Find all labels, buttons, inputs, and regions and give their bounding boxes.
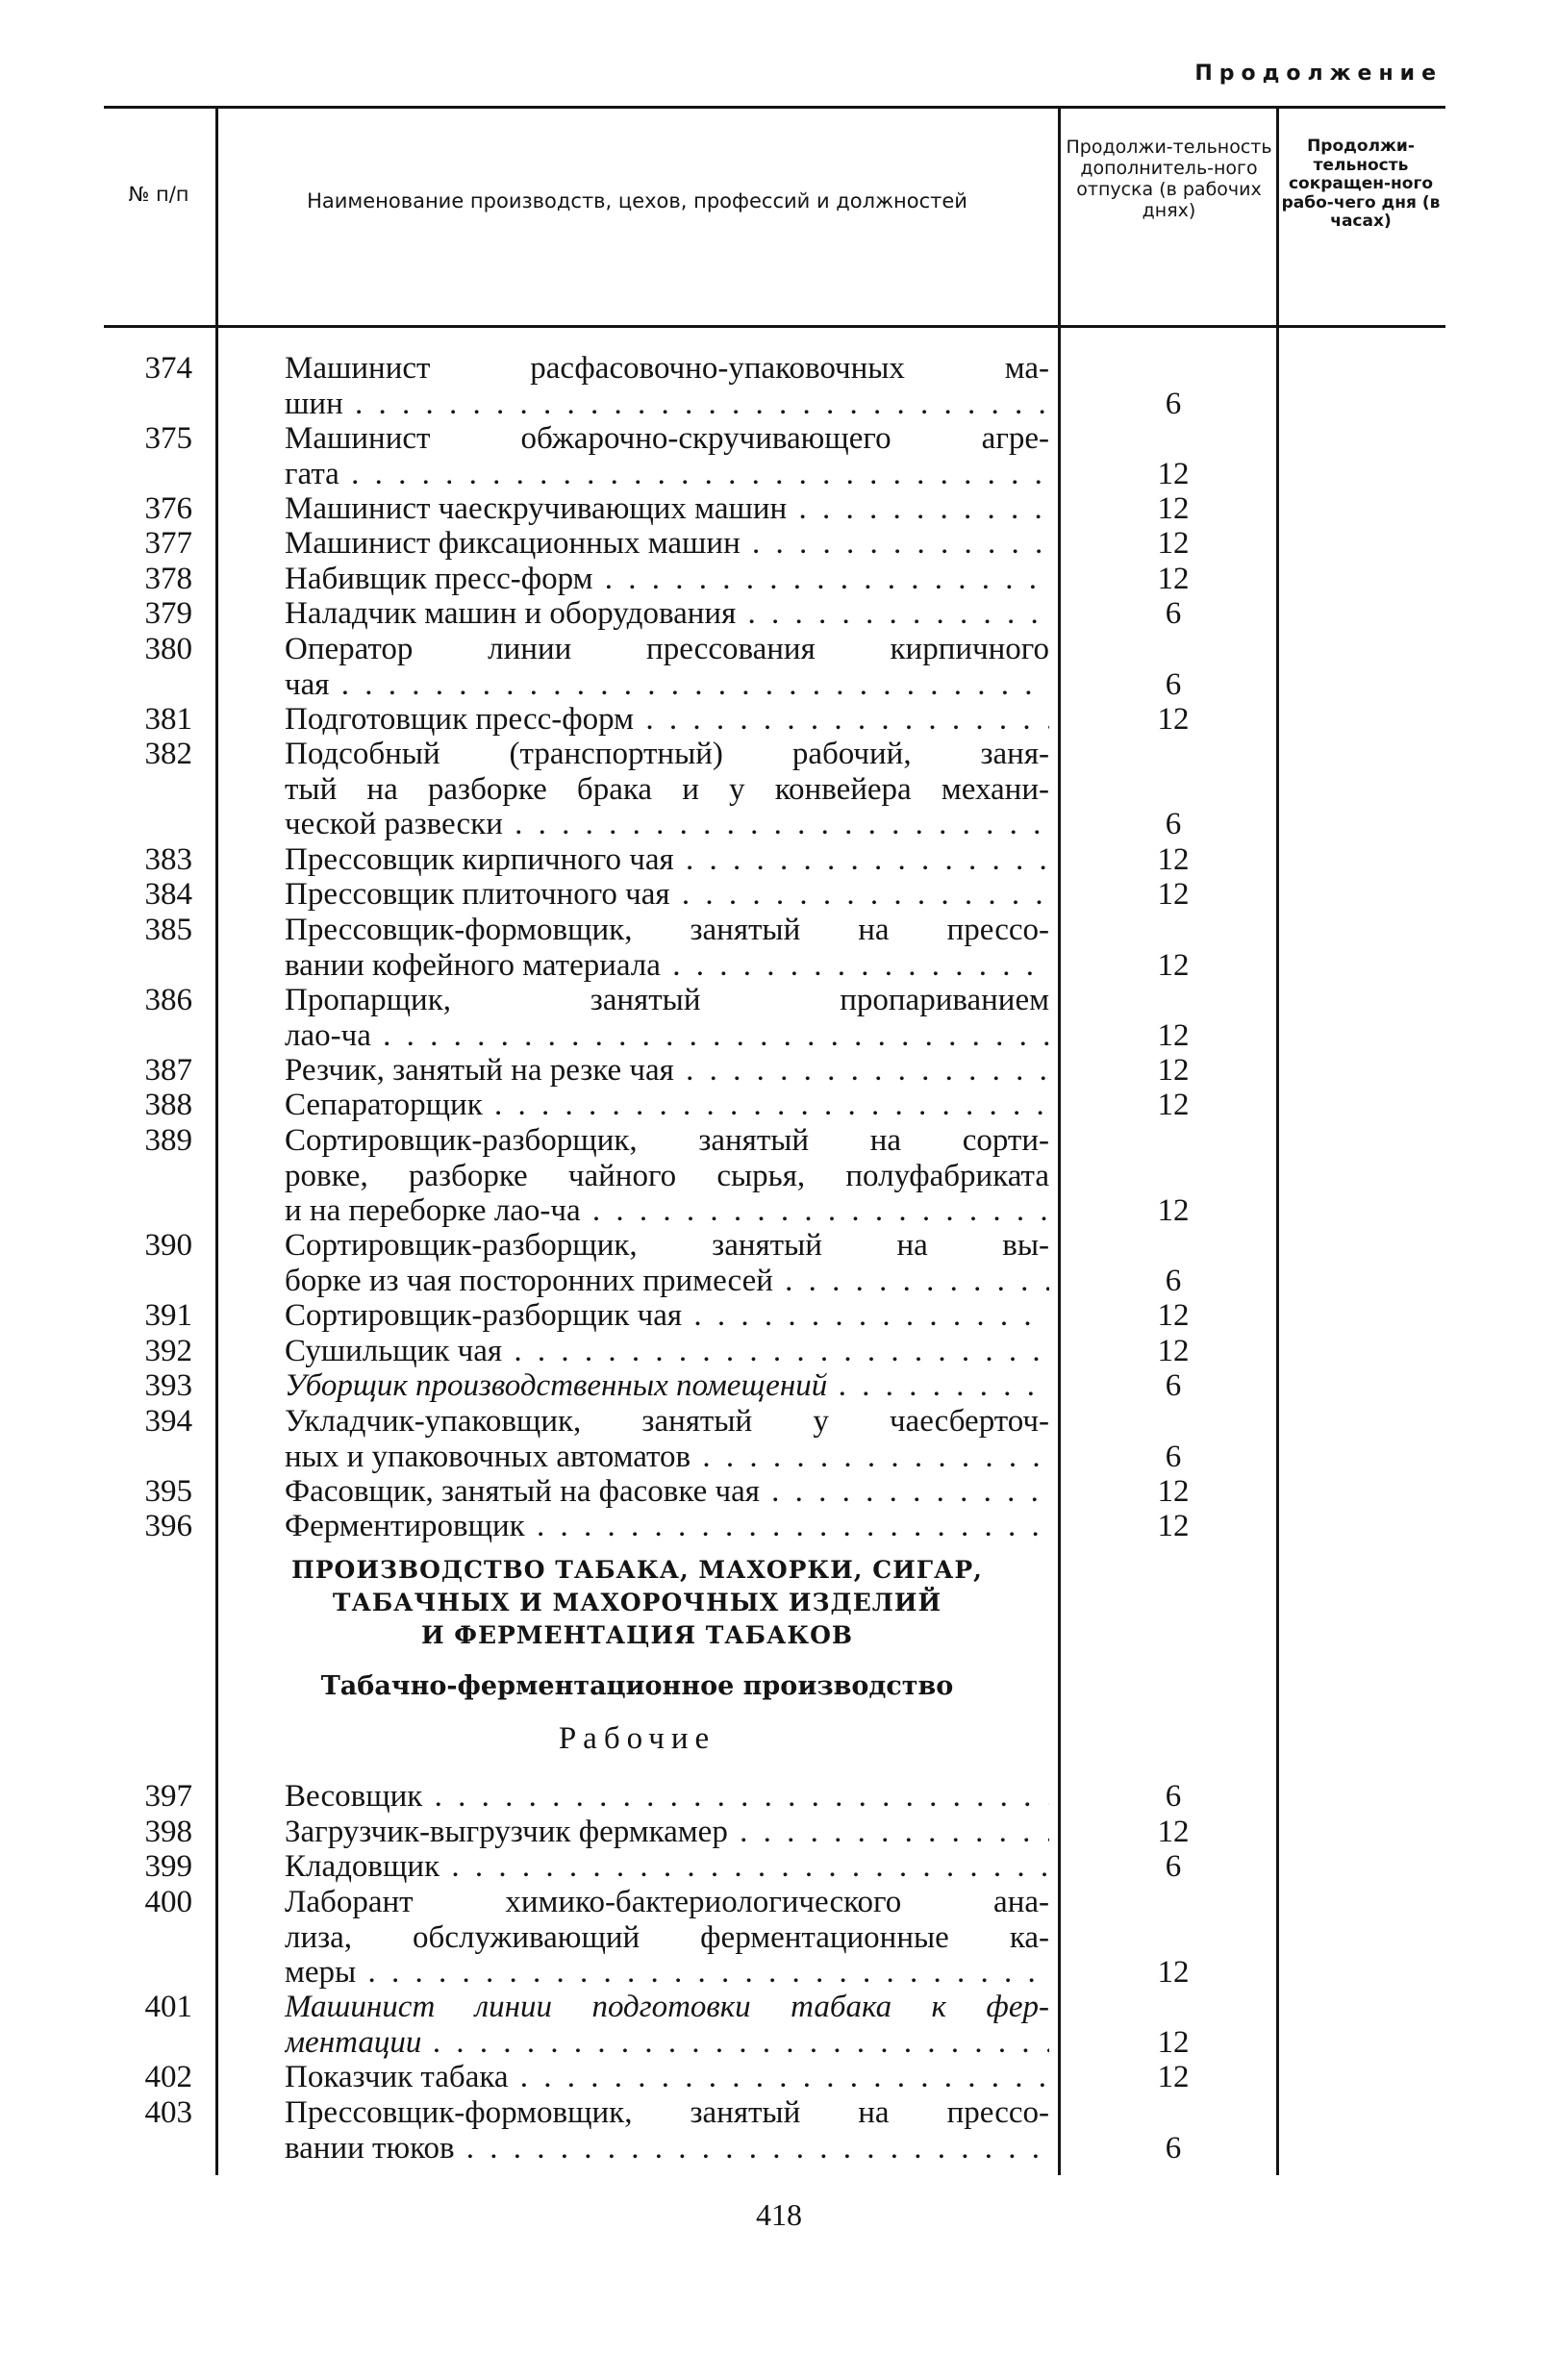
row-name-line: ных и упаковочных автоматов . . . bbox=[285, 1440, 1049, 1475]
row-name-line: Укладчик-упаковщик, занятый у чаесберточ- bbox=[285, 1404, 1049, 1439]
row-number: 374 bbox=[144, 351, 192, 386]
page-number: 418 bbox=[756, 2197, 802, 2232]
row-name-line: Машинист расфасовочно-упаковочных ма- bbox=[285, 351, 1049, 386]
row-vacation-days: 12 bbox=[1157, 1017, 1190, 1053]
header-number: № п/п bbox=[128, 183, 189, 206]
row-number: 390 bbox=[144, 1228, 192, 1263]
row-name-line: чая . . . bbox=[285, 667, 1049, 703]
row-name-line: Сортировщик-разборщик, занятый на вы- bbox=[285, 1228, 1049, 1263]
row-number: 399 bbox=[144, 1849, 192, 1884]
row-vacation-days: 12 bbox=[1157, 1088, 1190, 1122]
row-name-line: Машинист фиксационных машин . . . bbox=[285, 526, 1049, 562]
row-number: 385 bbox=[144, 913, 192, 947]
row-number: 402 bbox=[144, 2060, 192, 2094]
section-heading-line2: ТАБАЧНЫХ И МАХОРОЧНЫХ ИЗДЕЛИЙ bbox=[332, 1589, 942, 1616]
column-divider-1 bbox=[215, 108, 218, 2175]
row-name-line: вании кофейного материала . . . bbox=[285, 948, 1049, 984]
header-vacation: Продолжи-тельность дополнитель-ного отпуска (в рабочих днях) bbox=[1066, 137, 1272, 221]
row-number: 403 bbox=[144, 2095, 192, 2130]
row-vacation-days: 6 bbox=[1165, 1368, 1182, 1403]
row-vacation-days: 6 bbox=[1165, 1849, 1182, 1884]
row-name-line: Сортировщик-разборщик чая . . . bbox=[285, 1298, 1049, 1334]
row-name-line: Прессовщик плиточного чая . . . bbox=[285, 877, 1049, 913]
row-number: 379 bbox=[144, 596, 192, 631]
row-name-line: Подсобный (транспортный) рабочий, заня- bbox=[285, 737, 1049, 771]
row-vacation-days: 12 bbox=[1157, 877, 1190, 912]
row-number: 389 bbox=[144, 1123, 192, 1158]
row-vacation-days: 6 bbox=[1165, 1439, 1182, 1474]
row-name-line: Пропарщик, занятый пропариванием bbox=[285, 983, 1049, 1017]
row-name-line: тый на разборке брака и у конвейера механи- bbox=[285, 771, 1049, 807]
row-name-line: ровке, разборке чайного сырья, полуфабриката bbox=[285, 1158, 1049, 1193]
row-name-line: гата . . . bbox=[285, 457, 1049, 492]
column-divider-3 bbox=[1276, 108, 1279, 2175]
continuation-label: Продолжение bbox=[1194, 62, 1443, 86]
row-name-line: Подготовщик пресс-форм . . . bbox=[285, 702, 1049, 738]
row-vacation-days: 6 bbox=[1165, 1263, 1182, 1298]
row-vacation-days: 12 bbox=[1157, 562, 1190, 596]
row-vacation-days: 6 bbox=[1165, 596, 1182, 631]
row-number: 396 bbox=[144, 1509, 192, 1543]
row-vacation-days: 12 bbox=[1157, 1509, 1190, 1543]
row-vacation-days: 12 bbox=[1157, 1298, 1190, 1333]
row-number: 395 bbox=[144, 1474, 192, 1509]
row-name-line: Машинист чаескручивающих машин . . . bbox=[285, 491, 1049, 527]
row-number: 400 bbox=[144, 1885, 192, 1919]
row-number: 382 bbox=[144, 737, 192, 771]
row-name-line: Сушильщик чая . . . bbox=[285, 1334, 1049, 1369]
row-name-line: Весовщик . . . bbox=[285, 1779, 1049, 1815]
row-number: 386 bbox=[144, 983, 192, 1017]
row-vacation-days: 6 bbox=[1165, 666, 1182, 702]
row-vacation-days: 12 bbox=[1157, 1955, 1190, 1990]
row-name-line: и на переборке лао-ча . . . bbox=[285, 1193, 1049, 1229]
row-number: 384 bbox=[144, 877, 192, 912]
row-number: 393 bbox=[144, 1368, 192, 1403]
row-vacation-days: 12 bbox=[1157, 1815, 1190, 1849]
row-number: 397 bbox=[144, 1779, 192, 1814]
row-vacation-days: 12 bbox=[1157, 526, 1190, 561]
row-vacation-days: 6 bbox=[1165, 2130, 1182, 2166]
row-name-line: Машинист обжарочно-скручивающего агре- bbox=[285, 421, 1049, 456]
row-name-line: Прессовщик кирпичного чая . . . bbox=[285, 842, 1049, 878]
row-name-line: вании тюков . . . bbox=[285, 2131, 1049, 2167]
row-vacation-days: 12 bbox=[1157, 1334, 1190, 1368]
row-number: 381 bbox=[144, 702, 192, 737]
row-vacation-days: 12 bbox=[1157, 2060, 1190, 2094]
row-vacation-days: 12 bbox=[1157, 1193, 1190, 1228]
row-number: 383 bbox=[144, 842, 192, 877]
row-number: 394 bbox=[144, 1404, 192, 1439]
row-number: 398 bbox=[144, 1815, 192, 1849]
row-number: 378 bbox=[144, 562, 192, 596]
row-name-line: ческой развески . . . bbox=[285, 807, 1049, 842]
row-vacation-days: 12 bbox=[1157, 1053, 1190, 1088]
row-name-line: шин . . . bbox=[285, 387, 1049, 422]
row-number: 380 bbox=[144, 632, 192, 666]
row-name-line: Сепараторщик . . . bbox=[285, 1088, 1049, 1123]
row-vacation-days: 6 bbox=[1165, 386, 1182, 421]
row-name-line: Уборщик производственных помещений . . . bbox=[285, 1368, 1049, 1404]
workers-heading: Рабочие bbox=[558, 1721, 716, 1756]
row-vacation-days: 12 bbox=[1157, 1474, 1190, 1509]
row-number: 387 bbox=[144, 1053, 192, 1088]
row-name-line: Машинист линии подготовки табака к фер- bbox=[285, 1990, 1049, 2024]
row-vacation-days: 12 bbox=[1157, 702, 1190, 737]
row-name-line: ментации . . . bbox=[285, 2025, 1049, 2061]
row-number: 392 bbox=[144, 1334, 192, 1368]
row-name-line: лао-ча . . . bbox=[285, 1018, 1049, 1054]
row-name-line: Прессовщик-формовщик, занятый на прессо- bbox=[285, 913, 1049, 947]
row-number: 375 bbox=[144, 421, 192, 456]
row-vacation-days: 12 bbox=[1157, 2024, 1190, 2060]
row-number: 377 bbox=[144, 526, 192, 561]
row-name-line: Лаборант химико-бактериологического ана- bbox=[285, 1885, 1049, 1919]
row-name-line: Сортировщик-разборщик, занятый на сорти- bbox=[285, 1123, 1049, 1158]
header-workday: Продолжи-тельность сокращен-ного рабо-чего дня (в часах) bbox=[1281, 137, 1441, 232]
header-bottom-rule bbox=[104, 325, 1445, 328]
row-vacation-days: 12 bbox=[1157, 842, 1190, 877]
subsection-heading: Табачно-ферментационное производство bbox=[320, 1671, 954, 1701]
row-name-line: Показчик табака . . . bbox=[285, 2060, 1049, 2095]
row-name-line: Прессовщик-формовщик, занятый на прессо- bbox=[285, 2095, 1049, 2130]
row-name-line: Оператор линии прессования кирпичного bbox=[285, 632, 1049, 666]
header-name: Наименование производств, цехов, профессий и должностей bbox=[307, 189, 967, 213]
row-name-line: Резчик, занятый на резке чая . . . bbox=[285, 1053, 1049, 1089]
section-heading-line1: ПРОИЗВОДСТВО ТАБАКА, МАХОРКИ, СИГАР, bbox=[291, 1556, 983, 1584]
row-name-line: Набивщик пресс-форм . . . bbox=[285, 562, 1049, 597]
row-vacation-days: 6 bbox=[1165, 807, 1182, 841]
row-vacation-days: 12 bbox=[1157, 947, 1190, 983]
section-heading-line3: И ФЕРМЕНТАЦИЯ ТАБАКОВ bbox=[420, 1621, 854, 1649]
row-vacation-days: 12 bbox=[1157, 456, 1190, 491]
row-number: 391 bbox=[144, 1298, 192, 1333]
row-number: 376 bbox=[144, 491, 192, 526]
row-name-line: Фасовщик, занятый на фасовке чая . . . bbox=[285, 1474, 1049, 1510]
row-name-line: лиза, обслуживающий ферментационные ка- bbox=[285, 1919, 1049, 1955]
row-name-line: Ферментировщик . . . bbox=[285, 1509, 1049, 1544]
row-name-line: меры . . . bbox=[285, 1955, 1049, 1991]
row-name-line: борке из чая посторонних примесей . . . bbox=[285, 1264, 1049, 1299]
row-name-line: Загрузчик-выгрузчик фермкамер . . . bbox=[285, 1815, 1049, 1850]
column-divider-2 bbox=[1058, 108, 1061, 2175]
row-vacation-days: 6 bbox=[1165, 1779, 1182, 1814]
table-top-rule bbox=[104, 106, 1445, 109]
row-number: 401 bbox=[144, 1990, 192, 2024]
row-name-line: Кладовщик . . . bbox=[285, 1849, 1049, 1885]
row-number: 388 bbox=[144, 1088, 192, 1122]
row-name-line: Наладчик машин и оборудования . . . bbox=[285, 596, 1049, 632]
row-vacation-days: 12 bbox=[1157, 491, 1190, 526]
